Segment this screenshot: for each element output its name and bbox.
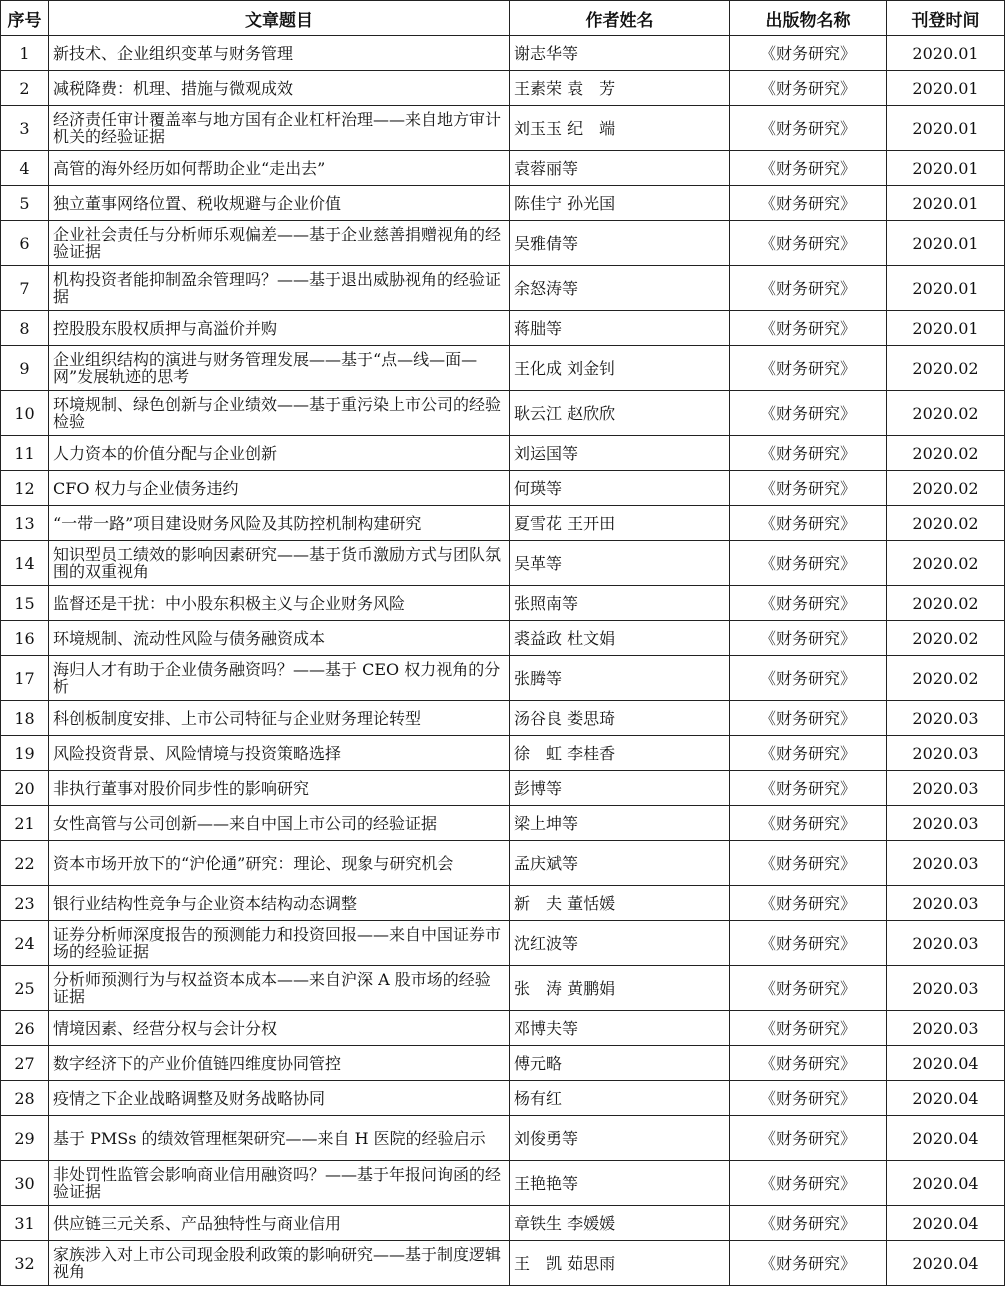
table-row (1, 471, 1005, 506)
publication-name: 《财务研究》 (730, 736, 887, 771)
row-number: 5 (1, 186, 49, 221)
row-number: 9 (1, 346, 49, 391)
publication-name: 《财务研究》 (730, 701, 887, 736)
article-title: 基于 PMSs 的绩效管理框架研究——来自 H 医院的经验启示 (49, 1116, 510, 1161)
article-title: 企业社会责任与分析师乐观偏差——基于企业慈善捐赠视角的经验证据 (49, 221, 510, 266)
row-number: 26 (1, 1011, 49, 1046)
publication-name: 《财务研究》 (730, 106, 887, 151)
publish-date: 2020.04 (887, 1241, 1005, 1286)
article-title: 经济责任审计覆盖率与地方国有企业杠杆治理——来自地方审计机关的经验证据 (49, 106, 510, 151)
row-number: 16 (1, 621, 49, 656)
publication-name: 《财务研究》 (730, 1081, 887, 1116)
row-number: 28 (1, 1081, 49, 1116)
publish-date: 2020.03 (887, 1011, 1005, 1046)
author-names: 彭博等 (510, 771, 730, 806)
table-row (1, 346, 1005, 391)
publish-date: 2020.01 (887, 186, 1005, 221)
publication-name: 《财务研究》 (730, 436, 887, 471)
table-row (1, 841, 1005, 886)
author-names: 徐 虹 李桂香 (510, 736, 730, 771)
publish-date: 2020.02 (887, 586, 1005, 621)
publish-date: 2020.02 (887, 656, 1005, 701)
article-title: 高管的海外经历如何帮助企业“走出去” (49, 151, 510, 186)
article-title: 环境规制、流动性风险与债务融资成本 (49, 621, 510, 656)
publish-date: 2020.03 (887, 886, 1005, 921)
table-row (1, 771, 1005, 806)
publish-date: 2020.01 (887, 71, 1005, 106)
header-title: 文章题目 (49, 1, 510, 36)
publication-name: 《财务研究》 (730, 471, 887, 506)
table-row (1, 151, 1005, 186)
article-title: 知识型员工绩效的影响因素研究——基于货币激励方式与团队氛围的双重视角 (49, 541, 510, 586)
publication-name: 《财务研究》 (730, 1046, 887, 1081)
author-names: 吴雅倩等 (510, 221, 730, 266)
article-title: 分析师预测行为与权益资本成本——来自沪深 A 股市场的经验证据 (49, 966, 510, 1011)
publish-date: 2020.03 (887, 841, 1005, 886)
publish-date: 2020.03 (887, 701, 1005, 736)
row-number: 23 (1, 886, 49, 921)
author-names: 杨有红 (510, 1081, 730, 1116)
table-body (1, 36, 1005, 1286)
author-names: 耿云江 赵欣欣 (510, 391, 730, 436)
table-row (1, 1161, 1005, 1206)
article-title: 疫情之下企业战略调整及财务战略协同 (49, 1081, 510, 1116)
article-title: 家族涉入对上市公司现金股利政策的影响研究——基于制度逻辑视角 (49, 1241, 510, 1286)
table-row (1, 701, 1005, 736)
table-row (1, 621, 1005, 656)
author-names: 王化成 刘金钊 (510, 346, 730, 391)
row-number: 17 (1, 656, 49, 701)
table-row (1, 1046, 1005, 1081)
row-number: 30 (1, 1161, 49, 1206)
publish-date: 2020.04 (887, 1046, 1005, 1081)
article-title: 监督还是干扰：中小股东积极主义与企业财务风险 (49, 586, 510, 621)
author-names: 邓博夫等 (510, 1011, 730, 1046)
table-row (1, 586, 1005, 621)
row-number: 6 (1, 221, 49, 266)
publication-name: 《财务研究》 (730, 391, 887, 436)
publication-name: 《财务研究》 (730, 1116, 887, 1161)
row-number: 19 (1, 736, 49, 771)
table-row (1, 736, 1005, 771)
table-row (1, 656, 1005, 701)
publication-name: 《财务研究》 (730, 656, 887, 701)
publish-date: 2020.03 (887, 806, 1005, 841)
table-row (1, 886, 1005, 921)
row-number: 1 (1, 36, 49, 71)
publish-date: 2020.01 (887, 311, 1005, 346)
article-title: 银行业结构性竞争与企业资本结构动态调整 (49, 886, 510, 921)
row-number: 25 (1, 966, 49, 1011)
publish-date: 2020.04 (887, 1081, 1005, 1116)
author-names: 夏雪花 王开田 (510, 506, 730, 541)
table-row (1, 391, 1005, 436)
publish-date: 2020.03 (887, 966, 1005, 1011)
publication-name: 《财务研究》 (730, 1241, 887, 1286)
publish-date: 2020.04 (887, 1161, 1005, 1206)
article-title: 证券分析师深度报告的预测能力和投资回报——来自中国证券市场的经验证据 (49, 921, 510, 966)
row-number: 20 (1, 771, 49, 806)
publication-name: 《财务研究》 (730, 921, 887, 966)
publication-name: 《财务研究》 (730, 806, 887, 841)
author-names: 吴革等 (510, 541, 730, 586)
row-number: 22 (1, 841, 49, 886)
author-names: 张照南等 (510, 586, 730, 621)
publish-date: 2020.02 (887, 436, 1005, 471)
publication-name: 《财务研究》 (730, 1011, 887, 1046)
publication-name: 《财务研究》 (730, 966, 887, 1011)
author-names: 沈红波等 (510, 921, 730, 966)
table-row (1, 221, 1005, 266)
row-number: 12 (1, 471, 49, 506)
article-title: 企业组织结构的演进与财务管理发展——基于“点—线—面—网”发展轨迹的思考 (49, 346, 510, 391)
table-row (1, 921, 1005, 966)
publish-date: 2020.01 (887, 266, 1005, 311)
article-title: CFO 权力与企业债务违约 (49, 471, 510, 506)
publication-name: 《财务研究》 (730, 346, 887, 391)
row-number: 10 (1, 391, 49, 436)
table-row (1, 36, 1005, 71)
publish-date: 2020.02 (887, 621, 1005, 656)
article-title: 资本市场开放下的“沪伦通”研究：理论、现象与研究机会 (49, 841, 510, 886)
publication-name: 《财务研究》 (730, 841, 887, 886)
publish-date: 2020.03 (887, 736, 1005, 771)
publication-name: 《财务研究》 (730, 36, 887, 71)
author-names: 何瑛等 (510, 471, 730, 506)
row-number: 8 (1, 311, 49, 346)
header-no: 序号 (1, 1, 49, 36)
publish-date: 2020.01 (887, 221, 1005, 266)
publication-name: 《财务研究》 (730, 221, 887, 266)
row-number: 14 (1, 541, 49, 586)
table-header-row (1, 1, 1005, 36)
table-row (1, 1116, 1005, 1161)
header-publication: 出版物名称 (730, 1, 887, 36)
publication-name: 《财务研究》 (730, 311, 887, 346)
publish-date: 2020.02 (887, 346, 1005, 391)
author-names: 谢志华等 (510, 36, 730, 71)
author-names: 王艳艳等 (510, 1161, 730, 1206)
publish-date: 2020.04 (887, 1116, 1005, 1161)
article-title: 人力资本的价值分配与企业创新 (49, 436, 510, 471)
publish-date: 2020.01 (887, 36, 1005, 71)
publication-name: 《财务研究》 (730, 71, 887, 106)
table-row (1, 806, 1005, 841)
publication-name: 《财务研究》 (730, 186, 887, 221)
publication-name: 《财务研究》 (730, 621, 887, 656)
author-names: 傅元略 (510, 1046, 730, 1081)
publication-name: 《财务研究》 (730, 886, 887, 921)
author-names: 刘玉玉 纪 端 (510, 106, 730, 151)
publication-name: 《财务研究》 (730, 541, 887, 586)
article-title: 数字经济下的产业价值链四维度协同管控 (49, 1046, 510, 1081)
table-row (1, 311, 1005, 346)
article-title: “一带一路”项目建设财务风险及其防控机制构建研究 (49, 506, 510, 541)
row-number: 2 (1, 71, 49, 106)
table-row (1, 1011, 1005, 1046)
article-title: 控股股东股权质押与高溢价并购 (49, 311, 510, 346)
author-names: 梁上坤等 (510, 806, 730, 841)
row-number: 15 (1, 586, 49, 621)
table-row (1, 71, 1005, 106)
author-names: 刘俊勇等 (510, 1116, 730, 1161)
author-names: 张腾等 (510, 656, 730, 701)
publication-name: 《财务研究》 (730, 506, 887, 541)
table-row (1, 506, 1005, 541)
author-names: 刘运国等 (510, 436, 730, 471)
article-title: 机构投资者能抑制盈余管理吗？——基于退出威胁视角的经验证据 (49, 266, 510, 311)
row-number: 3 (1, 106, 49, 151)
article-title: 独立董事网络位置、税收规避与企业价值 (49, 186, 510, 221)
author-names: 张 涛 黄鹏娟 (510, 966, 730, 1011)
author-names: 陈佳宁 孙光国 (510, 186, 730, 221)
row-number: 27 (1, 1046, 49, 1081)
publication-name: 《财务研究》 (730, 1161, 887, 1206)
article-title: 海归人才有助于企业债务融资吗？——基于 CEO 权力视角的分析 (49, 656, 510, 701)
table-row (1, 1241, 1005, 1286)
table-row (1, 541, 1005, 586)
row-number: 4 (1, 151, 49, 186)
row-number: 18 (1, 701, 49, 736)
author-names: 王 凯 茹思雨 (510, 1241, 730, 1286)
table-row (1, 1081, 1005, 1116)
publish-date: 2020.03 (887, 771, 1005, 806)
article-title: 供应链三元关系、产品独特性与商业信用 (49, 1206, 510, 1241)
table-row (1, 186, 1005, 221)
article-title: 新技术、企业组织变革与财务管理 (49, 36, 510, 71)
author-names: 裘益政 杜文娟 (510, 621, 730, 656)
publication-name: 《财务研究》 (730, 771, 887, 806)
table-row (1, 266, 1005, 311)
article-title: 非处罚性监管会影响商业信用融资吗？——基于年报问询函的经验证据 (49, 1161, 510, 1206)
author-names: 新 夫 董恬媛 (510, 886, 730, 921)
author-names: 王素荣 袁 芳 (510, 71, 730, 106)
author-names: 孟庆斌等 (510, 841, 730, 886)
publication-name: 《财务研究》 (730, 1206, 887, 1241)
row-number: 13 (1, 506, 49, 541)
table-row (1, 1206, 1005, 1241)
row-number: 24 (1, 921, 49, 966)
author-names: 蒋朏等 (510, 311, 730, 346)
article-title: 非执行董事对股价同步性的影响研究 (49, 771, 510, 806)
publish-date: 2020.01 (887, 106, 1005, 151)
publish-date: 2020.02 (887, 506, 1005, 541)
publication-name: 《财务研究》 (730, 266, 887, 311)
publication-name: 《财务研究》 (730, 586, 887, 621)
article-title: 女性高管与公司创新——来自中国上市公司的经验证据 (49, 806, 510, 841)
article-title: 风险投资背景、风险情境与投资策略选择 (49, 736, 510, 771)
row-number: 31 (1, 1206, 49, 1241)
table-row (1, 966, 1005, 1011)
author-names: 袁蓉丽等 (510, 151, 730, 186)
article-title: 情境因素、经营分权与会计分权 (49, 1011, 510, 1046)
table-row (1, 106, 1005, 151)
author-names: 章铁生 李媛媛 (510, 1206, 730, 1241)
publish-date: 2020.02 (887, 391, 1005, 436)
table-row (1, 436, 1005, 471)
header-author: 作者姓名 (510, 1, 730, 36)
author-names: 余怒涛等 (510, 266, 730, 311)
article-title: 减税降费：机理、措施与微观成效 (49, 71, 510, 106)
author-names: 汤谷良 娄思琦 (510, 701, 730, 736)
row-number: 11 (1, 436, 49, 471)
article-title: 环境规制、绿色创新与企业绩效——基于重污染上市公司的经验检验 (49, 391, 510, 436)
header-date: 刊登时间 (887, 1, 1005, 36)
row-number: 7 (1, 266, 49, 311)
row-number: 21 (1, 806, 49, 841)
article-title: 科创板制度安排、上市公司特征与企业财务理论转型 (49, 701, 510, 736)
row-number: 32 (1, 1241, 49, 1286)
publish-date: 2020.03 (887, 921, 1005, 966)
publish-date: 2020.02 (887, 541, 1005, 586)
publish-date: 2020.01 (887, 151, 1005, 186)
publication-name: 《财务研究》 (730, 151, 887, 186)
publish-date: 2020.02 (887, 471, 1005, 506)
row-number: 29 (1, 1116, 49, 1161)
publish-date: 2020.04 (887, 1206, 1005, 1241)
